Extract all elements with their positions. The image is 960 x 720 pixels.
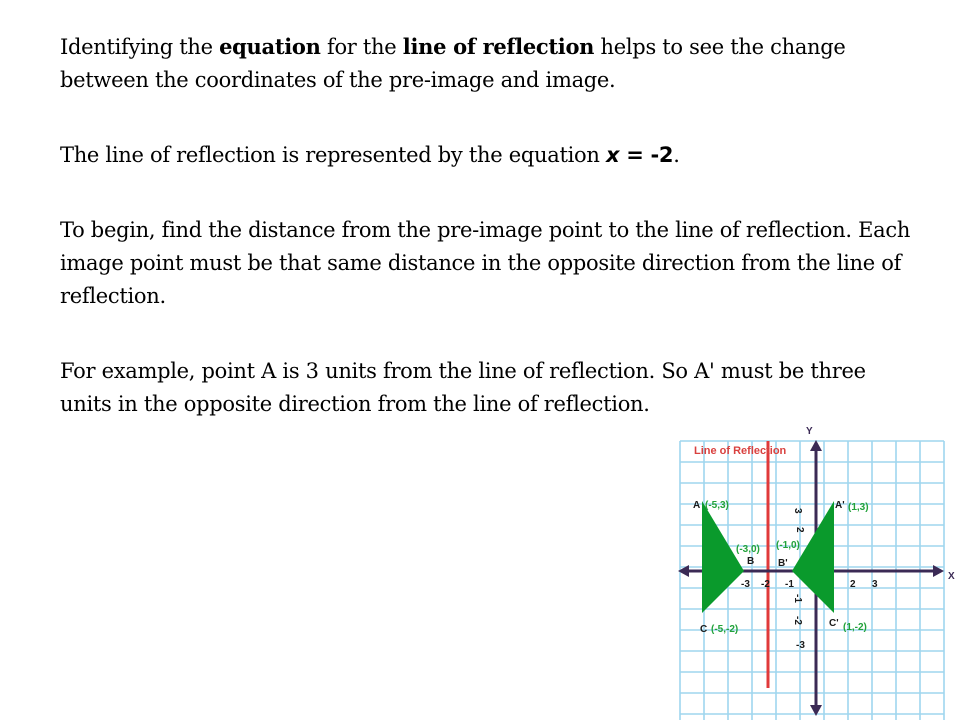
x-tick-neg2: -2	[761, 579, 770, 590]
intro-bold-line-of-reflection: line of reflection	[402, 34, 595, 59]
intro-text-1: Identifying the	[60, 35, 220, 59]
line-of-reflection-label: Line of Reflection	[694, 445, 787, 457]
x-tick-neg3: -3	[741, 579, 750, 590]
point-c-coords: (-5,-2)	[711, 624, 739, 635]
point-a-prime-name: A'	[835, 500, 845, 511]
paragraph-equation	[60, 139, 920, 172]
paragraph-example: For example, point A is 3 units from the line of reflection. So A' must be three units in the opposite direction from the line of reflection.	[60, 359, 866, 416]
point-a-prime-coords: (1,3)	[848, 502, 869, 513]
paragraph-instructions: To begin, find the distance from the pre-image point to the line of reflection. Each image point must be that same distance in the opposite direction from the line of reflection.	[60, 218, 911, 308]
point-c-prime-coords: (1,-2)	[843, 622, 867, 633]
intro-text-2: for the	[320, 35, 403, 59]
point-b-coords: (-3,0)	[736, 544, 760, 555]
equation-period: .	[673, 143, 680, 167]
equation	[606, 143, 673, 167]
x-tick-3: 3	[872, 579, 878, 590]
equation-rest: = -2	[619, 143, 674, 167]
point-c-name: C	[700, 624, 708, 635]
intro-bold-equation: equation	[219, 34, 321, 59]
point-a-name: A	[693, 500, 701, 511]
y-tick-3: 3	[792, 508, 803, 514]
reflection-graph	[672, 420, 960, 720]
intro-text-3: helps to see the change between the coordinates of the pre-image and image.	[60, 35, 846, 92]
point-b-name: B	[747, 556, 755, 567]
point-b-prime-coords: (-1,0)	[776, 540, 800, 551]
y-axis-label: Y	[806, 426, 813, 437]
x-tick-2: 2	[850, 579, 856, 590]
equation-variable: x	[605, 143, 620, 167]
paragraph-intro	[60, 30, 920, 97]
x-tick-neg1: -1	[785, 579, 794, 590]
point-c-prime-name: C'	[829, 618, 839, 629]
y-tick-2: 2	[794, 527, 805, 533]
x-axis-label: X	[948, 571, 955, 582]
point-b-prime-name: B'	[778, 558, 788, 569]
y-tick-neg3: -3	[796, 640, 805, 651]
point-a-coords: (-5,3)	[705, 500, 729, 511]
y-tick-neg2: -2	[792, 616, 803, 625]
equation-sentence: The line of reflection is represented by the equation	[60, 143, 606, 167]
y-tick-neg1: -1	[792, 594, 803, 603]
